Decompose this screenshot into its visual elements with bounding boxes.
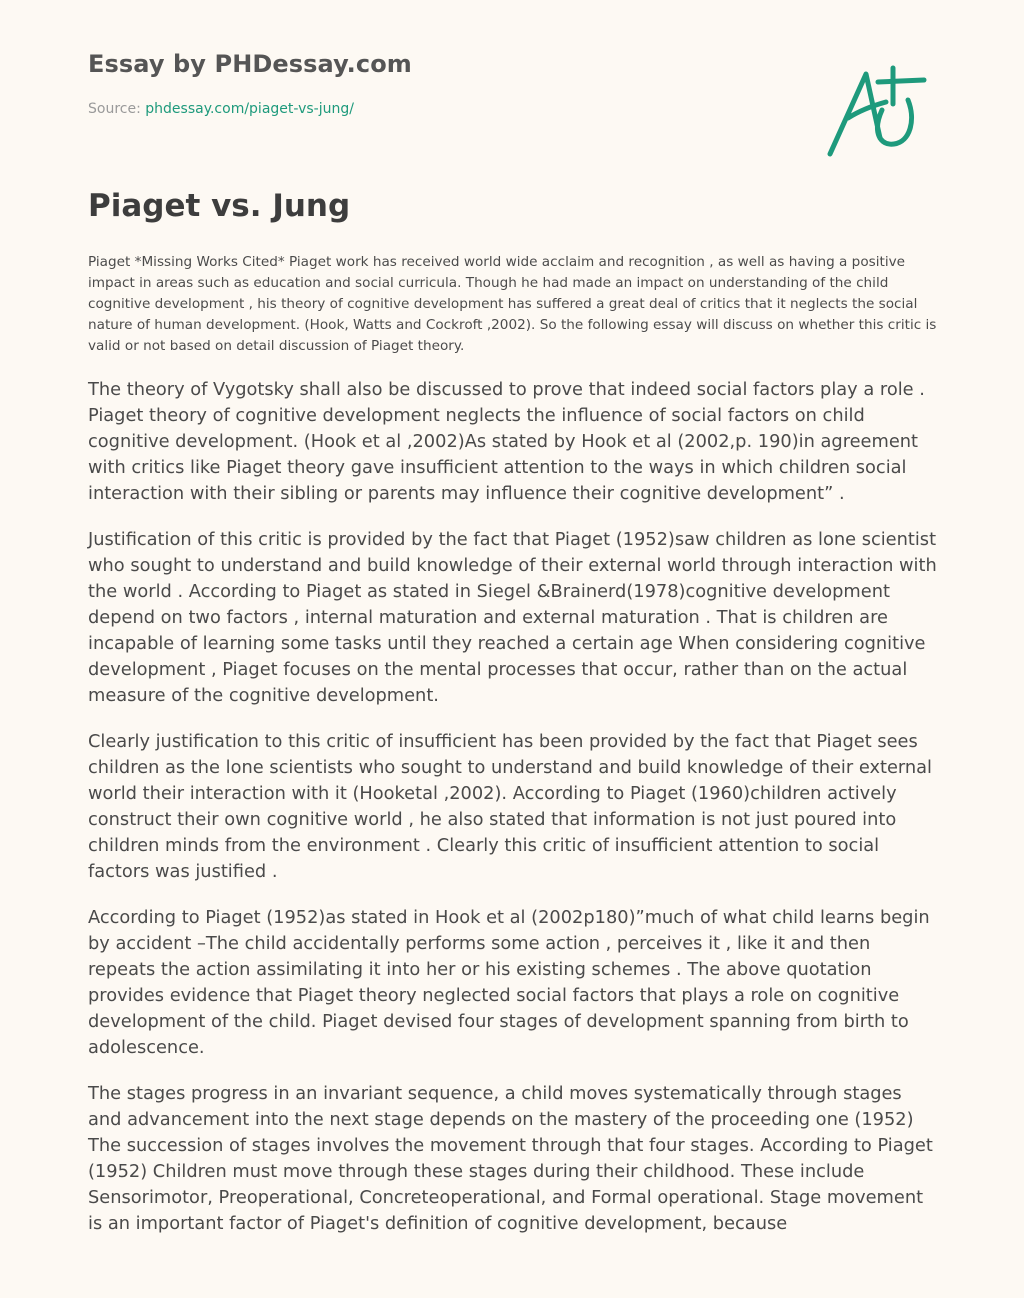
body-paragraph: Justification of this critic is provided by the fact that Piaget (1952)saw children as lone scientist who sought to understand and build knowledge of their external world through interaction with the world . According to Piaget as stated in Siegel &Brainerd(1978)cognitive development depend on two factors , internal maturation and external maturation . That is children are incapable of learning some tasks until they reached a certain age When considering cognitive development , Piaget focuses on the mental processes that occur, rather than on the actual measure of the cognitive development. [88, 529, 937, 706]
intro-paragraph: Piaget *Missing Works Cited* Piaget work has received world wide acclaim and recognition , as well as having a positive impact in areas such as education and social curricula. Though he had made an impact on understanding of the child cognitive development , his theory of cognitive development has suffered a great deal of critics that it neglects the social nature of human development. (Hook, Watts and Cockroft ,2002). So the following essay will discuss on whether this critic is valid or not based on detail discussion of Piaget theory. [88, 254, 937, 354]
page-title: Piaget vs. Jung [88, 188, 351, 224]
a-plus-logo [820, 62, 932, 166]
body-paragraph: According to Piaget (1952)as stated in Hook et al (2002p180)”much of what child learns begin by accident –The child accidentally performs some action , perceives it , like it and then repeats the action assimilating it into her or his existing schemes . The above quotation provides evidence that Piaget theory neglected social factors that plays a role on cognitive development of the child. Piaget devised four stages of development spanning from birth to adolescence. [88, 907, 930, 1058]
a-plus-grade-icon [820, 62, 932, 166]
body-paragraph: The stages progress in an invariant sequence, a child moves systematically through stages and advancement into the next stage depends on the mastery of the proceeding one (1952) The succession of stages involves the movement through that four stages. According to Piaget (1952) Children must move through these stages during their childhood. These include Sensorimotor, Preoperational, Concreteoperational, and Formal operational. Stage movement is an important factor of Piaget's definition of cognitive development, because [88, 1083, 933, 1234]
source-link[interactable]: phdessay.com/piaget-vs-jung/ [145, 101, 354, 117]
source-label: Source: [88, 101, 146, 117]
body-paragraph: The theory of Vygotsky shall also be discussed to prove that indeed social factors play a role . Piaget theory of cognitive development neglects the influence of social factors on child cognitive development. (Hook et al ,2002)As stated by Hook et al (2002,p. 190)in agreement with critics like Piaget theory gave insufficient attention to the ways in which children social interaction with their sibling or parents may influence their cognitive development” . [88, 379, 925, 504]
site-brand: Essay by PHDessay.com [88, 50, 412, 78]
source-line [88, 101, 354, 117]
essay-body [88, 377, 940, 1257]
body-paragraph: Clearly justification to this critic of insufficient has been provided by the fact that Piaget sees children as the lone scientists who sought to understand and build knowledge of their external world their interaction with it (Hooketal ,2002). According to Piaget (1960)children actively construct their own cognitive world , he also stated that information is not just poured into children minds from the environment . Clearly this critic of insufficient attention to social factors was justified . [88, 731, 932, 882]
